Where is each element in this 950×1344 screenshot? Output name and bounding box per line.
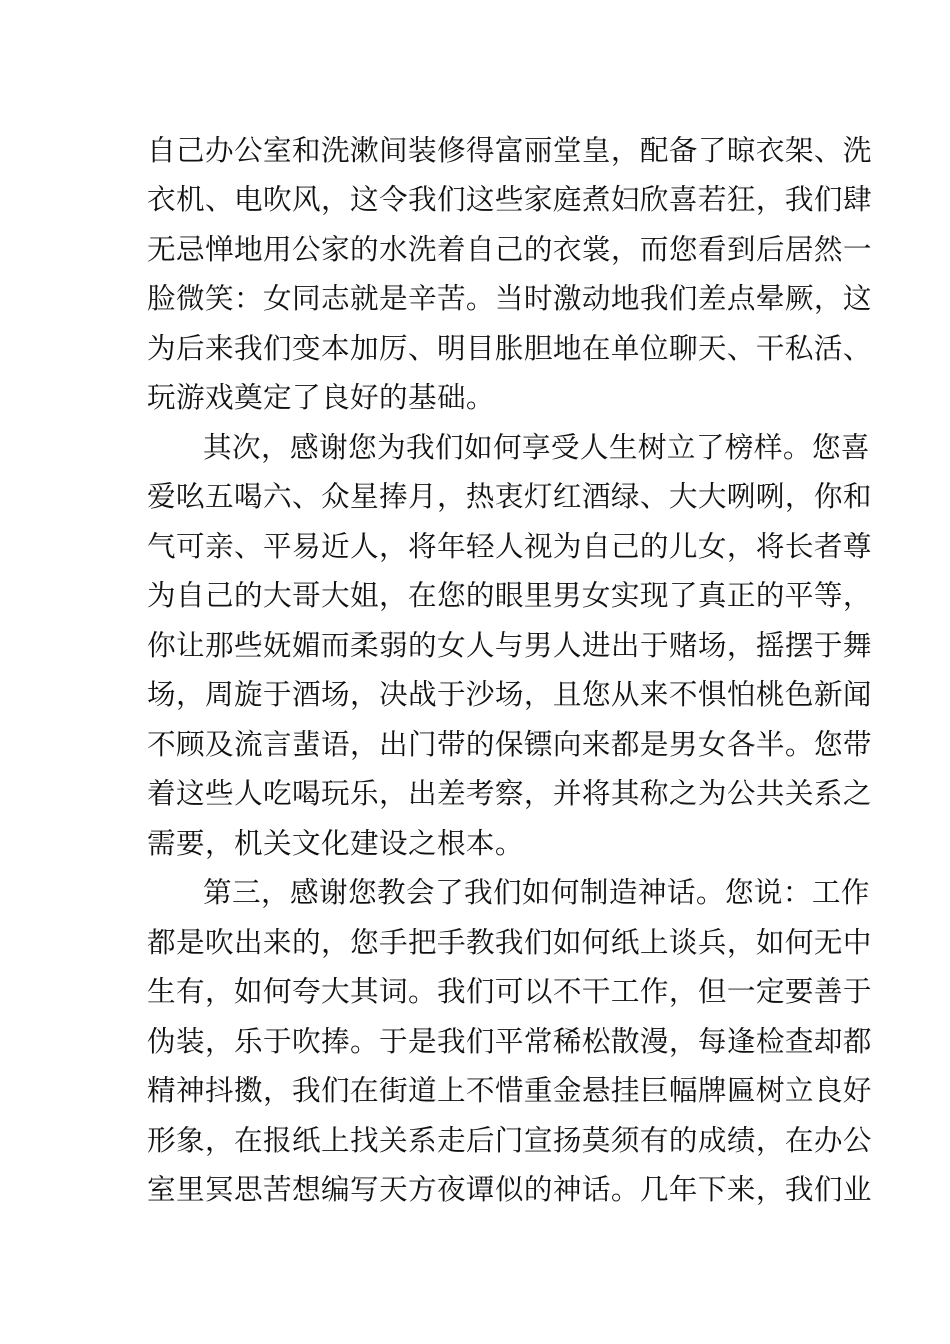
- text-line: 玩游戏奠定了良好的基础。: [147, 380, 495, 414]
- text-line: 为自己的大哥大姐，在您的眼里男女实现了真正的平等，: [147, 578, 872, 612]
- paragraph-start-line: 其次，感谢您为我们如何享受人生树立了榜样。您喜: [203, 430, 870, 464]
- text-line: 爱吆五喝六、众星捧月，热衷灯红酒绿、大大咧咧，你和: [147, 479, 872, 513]
- text-line: 都是吹出来的，您手把手教我们如何纸上谈兵，如何无中: [147, 925, 872, 959]
- text-line: 精神抖擞，我们在街道上不惜重金悬挂巨幅牌匾树立良好: [147, 1073, 872, 1107]
- text-line: 生有，如何夸大其词。我们可以不干工作，但一定要善于: [147, 974, 872, 1008]
- text-line: 无忌惮地用公家的水洗着自己的衣裳，而您看到后居然一: [147, 232, 872, 266]
- text-line: 形象，在报纸上找关系走后门宣扬莫须有的成绩，在办公: [147, 1123, 872, 1157]
- text-line: 不顾及流言蜚语，出门带的保镖向来都是男女各半。您带: [147, 727, 872, 761]
- text-line: 你让那些妩媚而柔弱的女人与男人进出于赌场，摇摆于舞: [147, 628, 872, 662]
- text-line: 室里冥思苦想编写天方夜谭似的神话。几年下来，我们业: [147, 1172, 872, 1206]
- text-line: 自己办公室和洗漱间装修得富丽堂皇，配备了晾衣架、洗: [147, 133, 872, 167]
- text-line: 着这些人吃喝玩乐，出差考察，并将其称之为公共关系之: [147, 776, 872, 810]
- text-line: 伪装，乐于吹捧。于是我们平常稀松散漫，每逢检查却都: [147, 1024, 872, 1058]
- text-line: 衣机、电吹风，这令我们这些家庭煮妇欣喜若狂，我们肆: [147, 182, 872, 216]
- paragraph-start-line: 第三，感谢您教会了我们如何制造神话。您说：工作: [203, 875, 870, 909]
- text-line: 需要，机关文化建设之根本。: [147, 826, 524, 860]
- text-line: 脸微笑：女同志就是辛苦。当时激动地我们差点晕厥，这: [147, 281, 872, 315]
- text-line: 为后来我们变本加厉、明目胀胆地在单位聊天、干私活、: [147, 331, 872, 365]
- text-line: 场，周旋于酒场，决战于沙场，且您从来不惧怕桃色新闻: [147, 677, 872, 711]
- text-line: 气可亲、平易近人，将年轻人视为自己的儿女，将长者尊: [147, 529, 872, 563]
